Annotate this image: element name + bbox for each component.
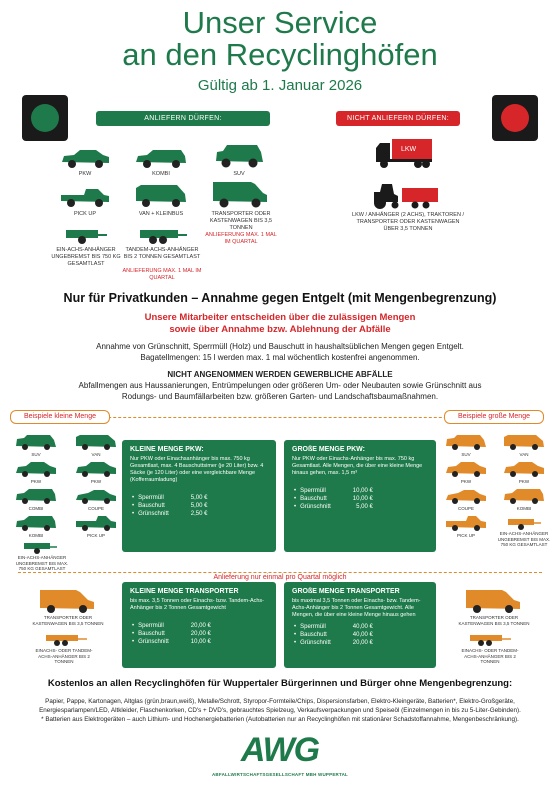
footer-line-3: * Batterien aus Elektrogeräten – auch Lithium- und Hochenergiebatterien (Autobatterien nur an Recyclinghöfen mit stationärer Schadstoffannahme, Mengenbeschränkung). bbox=[41, 716, 519, 723]
awg-logo bbox=[230, 733, 330, 767]
price-row: • Sperrmüll 40,00 € bbox=[294, 624, 373, 630]
item-price: 10,00 € bbox=[352, 488, 373, 494]
pickup-icon bbox=[58, 186, 112, 208]
item-name: Bauschutt bbox=[300, 632, 327, 638]
tractor-trailer-icon bbox=[370, 180, 440, 210]
quarter-label: Anlieferung nur einmal pro Quartal möglich bbox=[207, 574, 352, 581]
price-row: • Bauschutt 5,00 € bbox=[132, 503, 208, 509]
examples-large-grid bbox=[444, 434, 552, 554]
staff-decide-line-1: Unsere Mitarbeiter entscheiden über die zulässigen Mengen bbox=[144, 312, 416, 323]
item-price: 20,00 € bbox=[190, 623, 211, 629]
box-title: KLEINE MENGE PKW: bbox=[130, 446, 204, 453]
examples-large-label: Beispiele große Menge bbox=[444, 410, 544, 424]
red-light-icon bbox=[492, 95, 538, 141]
van-icon bbox=[133, 183, 189, 208]
item-name: Grünschnitt bbox=[138, 639, 169, 645]
price-row: • Sperrmüll 5,00 € bbox=[132, 495, 208, 501]
example-label: PKW bbox=[90, 479, 102, 484]
vehicle-label: VAN + KLEINBUS bbox=[138, 211, 184, 217]
item-name: Grünschnitt bbox=[138, 511, 169, 517]
not-allowed-label: NICHT ANLIEFERN DÜRFEN: bbox=[336, 111, 460, 126]
vehicle-label: SUV bbox=[233, 171, 245, 177]
trailer-label: EIN-ACHS-ANHÄNGER UNGEBREMST BIS MAX. 750 KG GESAMTLAST bbox=[497, 531, 551, 547]
footer-line-1: Papier, Pappe, Kartonagen, Altglas (grün,braun,weiß), Metalle/Schrott, Styropor-Formteile/Chips, Dispersionsfarben, Elektro-Kleingeräte, Batterien*, Elektro-Großgeräte, bbox=[45, 698, 515, 705]
examples-small-grid bbox=[14, 434, 122, 554]
vehicle-label: TANDEM-ACHS-ANHÄNGER BIS 2 TONNEN GESAMTLAST bbox=[123, 247, 201, 260]
example-label: SUV bbox=[31, 452, 41, 457]
tandem-trailer-icon bbox=[138, 227, 188, 245]
main-heading: Nur für Privatkunden – Annahme gegen Entgelt (mit Mengenbegrenzung) bbox=[63, 291, 497, 305]
box-title: KLEINE MENGE TRANSPORTER bbox=[130, 588, 239, 595]
price-row: • Bauschutt 40,00 € bbox=[294, 632, 373, 638]
item-price: 5,00 € bbox=[190, 495, 208, 501]
item-name: Sperrmüll bbox=[138, 623, 164, 629]
price-row: • Sperrmüll 10,00 € bbox=[294, 488, 373, 494]
example-label: PKW bbox=[518, 479, 530, 484]
vehicle-label: TRANSPORTER ODER KASTENWAGEN BIS 3,5 TONNEN bbox=[209, 211, 273, 231]
price-row: • Sperrmüll 20,00 € bbox=[132, 623, 211, 629]
quarter-note: ANLIEFERUNG MAX. 1 MAL IM QUARTAL bbox=[205, 232, 277, 245]
example-label: VAN bbox=[91, 452, 101, 457]
item-name: Sperrmüll bbox=[300, 624, 326, 630]
item-name: Bauschutt bbox=[138, 631, 165, 637]
item-price: 20,00 € bbox=[190, 631, 211, 637]
item-price: 10,00 € bbox=[190, 639, 211, 645]
footer-heading: Kostenlos an allen Recyclinghöfen für Wuppertaler Bürgerinnen und Bürger ohne Mengenbegrenzung: bbox=[47, 678, 513, 689]
price-table bbox=[130, 494, 209, 518]
vehicle-label: PKW bbox=[78, 171, 92, 177]
suv-icon bbox=[213, 143, 265, 169]
accept-line-1: Annahme von Grünschnitt, Sperrmüll (Holz) und Bauschutt in haushaltsüblichen Mengen gegen Entgelt. bbox=[96, 342, 464, 351]
price-row: • Grünschnitt 5,00 € bbox=[294, 504, 373, 510]
vehicle-label: EIN-ACHS-ANHÄNGER UNGEBREMST BIS 750 KG GESAMTLAST bbox=[51, 247, 121, 267]
item-price: 20,00 € bbox=[352, 640, 373, 646]
logo-subtitle: ABFALLWIRTSCHAFTSGESELLSCHAFT MBH WUPPERTAL bbox=[211, 772, 348, 777]
truck-icon bbox=[374, 137, 434, 169]
box-small-pkw bbox=[122, 440, 276, 552]
example-label: PKW bbox=[30, 479, 42, 484]
item-price: 5,00 € bbox=[190, 503, 208, 509]
box-large-transporter bbox=[284, 582, 436, 668]
box-body: Nur PKW oder Einachs-Anhänger bis max. 750 kg Gesamtlast. Alle Mengen, die über eine kleine Menge hinaus gehen, max. 1,5 m³ bbox=[292, 456, 423, 476]
transporter-label: TRANSPORTER ODER KASTENWAGEN BIS 3,5 TONNEN bbox=[458, 615, 530, 626]
quarter-note: ANLIEFERUNG MAX. 1 MAL IM QUARTAL bbox=[122, 268, 202, 281]
staff-decide-line-2: sowie über Annahme bzw. Ablehnung der Abfälle bbox=[169, 324, 391, 335]
price-row: • Bauschutt 10,00 € bbox=[294, 496, 373, 502]
example-label: COMBI bbox=[28, 506, 44, 511]
example-label: KOMBI bbox=[516, 506, 532, 511]
valid-from: Gültig ab 1. Januar 2026 bbox=[197, 77, 363, 94]
example-label: SUV bbox=[461, 452, 471, 457]
example-label: KOMBI bbox=[28, 533, 44, 538]
example-label: PICK UP bbox=[86, 533, 105, 538]
example-label: COUPE bbox=[457, 506, 474, 511]
item-price: 2,50 € bbox=[190, 511, 208, 517]
item-price: 5,00 € bbox=[356, 504, 373, 510]
item-name: Bauschutt bbox=[300, 496, 327, 502]
box-title: GROßE MENGE TRANSPORTER bbox=[292, 588, 400, 595]
item-price: 40,00 € bbox=[352, 624, 373, 630]
truck-label: LKW bbox=[401, 146, 417, 153]
item-name: Grünschnitt bbox=[300, 640, 331, 646]
vehicle-label: KOMBI bbox=[152, 171, 170, 177]
box-large-pkw bbox=[284, 440, 436, 552]
green-light-icon bbox=[22, 95, 68, 141]
transporter-icon bbox=[211, 180, 269, 208]
item-name: Sperrmüll bbox=[138, 495, 164, 501]
footer-line-2: Energiesparlampen/LED, Altkleider, Flaschenkorken, CD's + DVD's, gebrauchtes Spielzeug, Verkaufsverpackungen und Speiseöl (Einzelmengen in bis zu 5-Liter-Gebinden). bbox=[39, 707, 521, 714]
price-row: • Grünschnitt 20,00 € bbox=[294, 640, 373, 646]
box-body: bis maximal 3,5 Tonnen oder Einachs- bzw. Tandem-Achs-Anhänger bis 2 Tonnen Gesamtgewicht. Alle Mengen, die über eine kleine Menge hinaus gehen bbox=[292, 598, 421, 618]
not-accepted-heading: NICHT ANGENOMMEN WERDEN GEWERBLICHE ABFÄLLE bbox=[167, 370, 393, 379]
price-table bbox=[130, 622, 213, 646]
kombi-icon bbox=[133, 147, 189, 169]
transporter-label: TRANSPORTER ODER KASTENWAGEN BIS 3,5 TONNEN bbox=[32, 615, 104, 626]
trailer-label: EINACHS- ODER TANDEM-ACHS-ANHÄNGER BIS 2 TONNEN bbox=[461, 648, 519, 664]
trailer-label: EINACHS- ODER TANDEM-ACHS-ANHÄNGER BIS 2 TONNEN bbox=[35, 648, 93, 664]
example-label: VAN bbox=[519, 452, 529, 457]
example-label: PKW bbox=[460, 479, 472, 484]
item-price: 40,00 € bbox=[352, 632, 373, 638]
box-small-transporter bbox=[122, 582, 276, 668]
price-row: • Grünschnitt 2,50 € bbox=[132, 511, 208, 517]
example-label: PICK UP bbox=[456, 533, 475, 538]
box-body: bis max. 3,5 Tonnen oder Einachs- bzw. Tandem-Achs-Anhänger bis 2 Tonnen Gesamtgewicht bbox=[130, 598, 265, 611]
box-title: GROßE MENGE PKW: bbox=[292, 446, 365, 453]
allowed-label: ANLIEFERN DÜRFEN: bbox=[96, 111, 270, 126]
not-accepted-line-2: Rodungs- und Baumfällarbeiten bzw. größeren Garten- und Landschaftsbaumaßnahmen. bbox=[121, 392, 439, 401]
item-name: Grünschnitt bbox=[300, 504, 331, 510]
title-line-1: Unser Service bbox=[182, 5, 378, 40]
examples-small-label: Beispiele kleine Menge bbox=[10, 410, 110, 424]
example-label: COUPE bbox=[87, 506, 104, 511]
accept-line-2: Bagatellmengen: 15 l werden max. 1 mal wöchentlich kostenfrei angenommen. bbox=[140, 353, 420, 362]
price-row: • Bauschutt 20,00 € bbox=[132, 631, 211, 637]
price-table bbox=[292, 623, 375, 647]
not-accepted-line-1: Abfallmengen aus Haussanierungen, Entrümpelungen oder größeren Um- oder Neubauten sowie Grünschnitt aus bbox=[78, 381, 482, 390]
item-name: Bauschutt bbox=[138, 503, 165, 509]
price-row: • Grünschnitt 10,00 € bbox=[132, 639, 211, 645]
item-price: 10,00 € bbox=[352, 496, 373, 502]
trailer-label: EIN-ACHS-ANHÄNGER UNGEBREMST BIS MAX. 750 KG GESAMTLAST bbox=[15, 555, 69, 571]
vehicle-label: PICK UP bbox=[73, 211, 96, 217]
single-axle-trailer-icon bbox=[62, 227, 108, 245]
pkw-icon bbox=[58, 147, 112, 169]
quarter-label-wrap bbox=[0, 566, 560, 584]
title-line-2: an den Recyclinghöfen bbox=[122, 37, 438, 72]
price-table bbox=[292, 487, 375, 511]
box-body: Nur PKW oder Einachsanhänger bis max. 750 kg Gesamtlast, max. 4 Bauschuttsimer (je 20 Liter) bzw. 4 Säcke (je 120 Liter) oder eine vergleichbare Menge (Kofferraumladung) bbox=[130, 456, 264, 483]
logo-text: AWG bbox=[240, 731, 320, 769]
item-name: Sperrmüll bbox=[300, 488, 326, 494]
not-allowed-vehicles-label: LKW / ANHÄNGER (2 ACHS), TRAKTOREN / TRANSPORTER ODER KASTENWAGEN ÜBER 3,5 TONNEN bbox=[352, 212, 464, 232]
